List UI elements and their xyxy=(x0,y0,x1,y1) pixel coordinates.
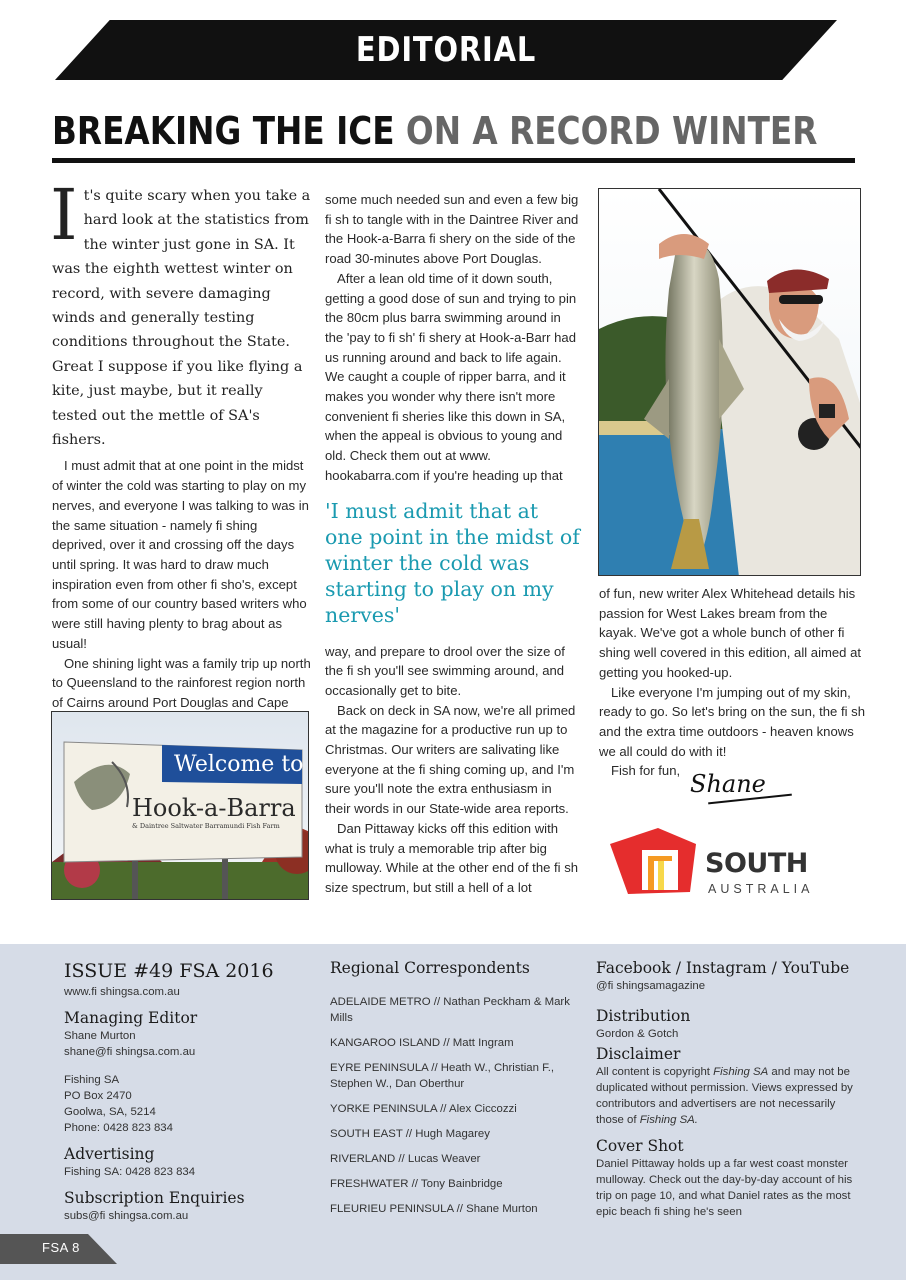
disclaimer-em: Fishing SA xyxy=(713,1066,769,1078)
sign-subtitle: & Daintree Saltwater Barramundi Fish Farm xyxy=(132,822,280,830)
address-line: Fishing SA xyxy=(64,1074,120,1086)
footer-column-1 xyxy=(64,958,314,1232)
lead-text: t's quite scary when you take a hard look at the statistics from the winter just gone in SA. It was the eighth wettest winter on record, with severe damaging winds and generally testing conditions throughout the State. Great I suppose if you like flying a kite, just maybe, but it really tested out the mettle of SA's fishers. xyxy=(52,188,311,449)
body-paragraph: of fun, new writer Alex Whitehead details his passion for West Lakes bream from the kayak. We've got a whole bunch of other fi shing well covered in this edition, all aimed at getting you hooked-up. xyxy=(599,586,862,680)
body-paragraph: I must admit that at one point in the midst of winter the cold was starting to play on my nerves, and everyone I was talking to was in the same situation - namely fi shing deprived, over it and crossing off the days until spring. It was hard to draw much inspiration even from other fi sho's, except from some of our country based writers who were still having plenty to brag about as usual! xyxy=(52,458,309,651)
disclaimer-heading: Disclaimer xyxy=(596,1045,681,1063)
address-line: PO Box 2470 xyxy=(64,1090,132,1102)
footer-column-2 xyxy=(330,958,580,1226)
logo-wordmark: SOUTH xyxy=(705,848,808,879)
body-paragraph: One shining light was a family trip up north to Queensland to the rainforest region north of Cairns around Port Douglas and Cape xyxy=(52,655,311,710)
headline-grey: ON A RECORD WINTER xyxy=(405,109,818,153)
barramundi-fisher-photo xyxy=(598,188,861,576)
article-column-2 xyxy=(325,190,580,898)
subscription-email[interactable]: subs@fi shingsa.com.au xyxy=(64,1210,189,1222)
page-number: FSA 8 xyxy=(42,1240,80,1255)
regional-item: YORKE PENINSULA // Alex Ciccozzi xyxy=(330,1103,517,1115)
social-handle[interactable]: @fi shingsamagazine xyxy=(596,980,706,992)
disclaimer-em: Fishing SA. xyxy=(639,1114,698,1126)
body-paragraph: Dan Pittaway kicks off this edition with what is truly a memorable trip after big mulloway. While at the other end of the fi sh size spectrum, but still a hell of a lot xyxy=(325,820,579,895)
headline xyxy=(52,108,817,154)
lead-paragraph xyxy=(50,174,312,452)
sign-hook-a-barra: Hook-a-Barra xyxy=(132,794,296,822)
cover-shot-text: Daniel Pittaway holds up a far west coast monster mulloway. Check out the day-by-day account of his trip on page 10, and what Daniel rates as the most epic beach fi shing he's seen xyxy=(596,1158,853,1218)
article-column-3 xyxy=(599,584,867,781)
regional-item: ADELAIDE METRO // Nathan Peckham & Mark Mills xyxy=(330,996,570,1024)
disclaimer-part: All content is copyright xyxy=(596,1066,714,1078)
regional-heading: Regional Correspondents xyxy=(330,959,530,977)
article-column-1 xyxy=(50,174,312,752)
body-paragraph: Back on deck in SA now, we're all primed at the magazine for a productive run up to Christmas. Our writers are salivating like everyone at the fi shing coming up, and I'm sure you'll note the extra enthusiasm in their words in our State-wide area reports. xyxy=(325,702,576,817)
editor-signature: Shane xyxy=(690,770,766,798)
regional-item: EYRE PENINSULA // Heath W., Christian F., Stephen W., Dan Oberthur xyxy=(330,1062,555,1090)
advertising-heading: Advertising xyxy=(64,1145,155,1163)
managing-editor-email[interactable]: shane@fi shingsa.com.au xyxy=(64,1046,196,1058)
managing-editor-heading: Managing Editor xyxy=(64,1009,198,1027)
pull-quote: 'I must admit that at one point in the midst of winter the cold was starting to play on my nerves' xyxy=(325,498,580,627)
regional-item: RIVERLAND // Lucas Weaver xyxy=(330,1153,481,1165)
headline-dark: BREAKING THE ICE xyxy=(52,109,395,153)
drop-cap: I xyxy=(50,174,78,256)
address-line: Goolwa, SA, 5214 xyxy=(64,1106,156,1118)
regional-item: FLEURIEU PENINSULA // Shane Murton xyxy=(330,1203,538,1215)
logo-subtitle: AUSTRALIA xyxy=(708,882,814,896)
managing-editor-name: Shane Murton xyxy=(64,1030,136,1042)
body-paragraph: way, and prepare to drool over the size of the fi sh you'll see swimming around, and occasionally get to bite. xyxy=(325,643,565,698)
regional-item: FRESHWATER // Tony Bainbridge xyxy=(330,1178,503,1190)
address-line: Phone: 0428 823 834 xyxy=(64,1122,173,1134)
sign-off: Fish for fun, xyxy=(611,763,681,779)
disclaimer-part: and may not be duplicated without permission. Views expressed by contributors and advertisers are not necessarily those of xyxy=(596,1066,853,1126)
disclaimer-text xyxy=(596,1064,866,1128)
cover-shot-heading: Cover Shot xyxy=(596,1137,684,1155)
masthead-footer xyxy=(0,944,906,1280)
footer-column-3 xyxy=(596,958,866,1228)
issue-heading: ISSUE #49 FSA 2016 xyxy=(64,960,274,982)
hook-a-barra-sign-photo xyxy=(51,711,309,900)
body-paragraph: Like everyone I'm jumping out of my skin, ready to go. So let's bring on the sun, the fi sh and the extra time outdoors - heaven knows we all could do with it! xyxy=(599,684,865,759)
subscription-heading: Subscription Enquiries xyxy=(64,1189,245,1207)
social-heading: Facebook / Instagram / YouTube xyxy=(596,959,850,977)
body-paragraph: some much needed sun and even a few big fi sh to tangle with in the Daintree River and the Hook-a-Barra fi shery on the side of the road 30-minutes above Port Douglas. xyxy=(325,192,579,267)
section-title: EDITORIAL xyxy=(355,30,537,70)
body-paragraph: After a lean old time of it down south, getting a good dose of sun and trying to pin the 80cm plus barra swimming around in the 'pay to fi sh' fi shery at Hook-a-Barr had us running around and back to life again. We caught a couple of ripper barra, and it makes you wonder why there isn't more convenient fi sheries like this down in SA, when the appeal is obvious to young and old. Check them out at www. hookabarra.com if you're heading up that xyxy=(325,270,577,483)
distribution-heading: Distribution xyxy=(596,1007,691,1025)
distribution-text: Gordon & Gotch xyxy=(596,1028,679,1040)
advertising-text: Fishing SA: 0428 823 834 xyxy=(64,1166,196,1178)
regional-item: SOUTH EAST // Hugh Magarey xyxy=(330,1128,490,1140)
website-link[interactable]: www.fi shingsa.com.au xyxy=(64,986,180,998)
sign-welcome: Welcome to xyxy=(174,752,304,777)
headline-rule xyxy=(52,158,855,163)
regional-item: KANGAROO ISLAND // Matt Ingram xyxy=(330,1037,514,1049)
